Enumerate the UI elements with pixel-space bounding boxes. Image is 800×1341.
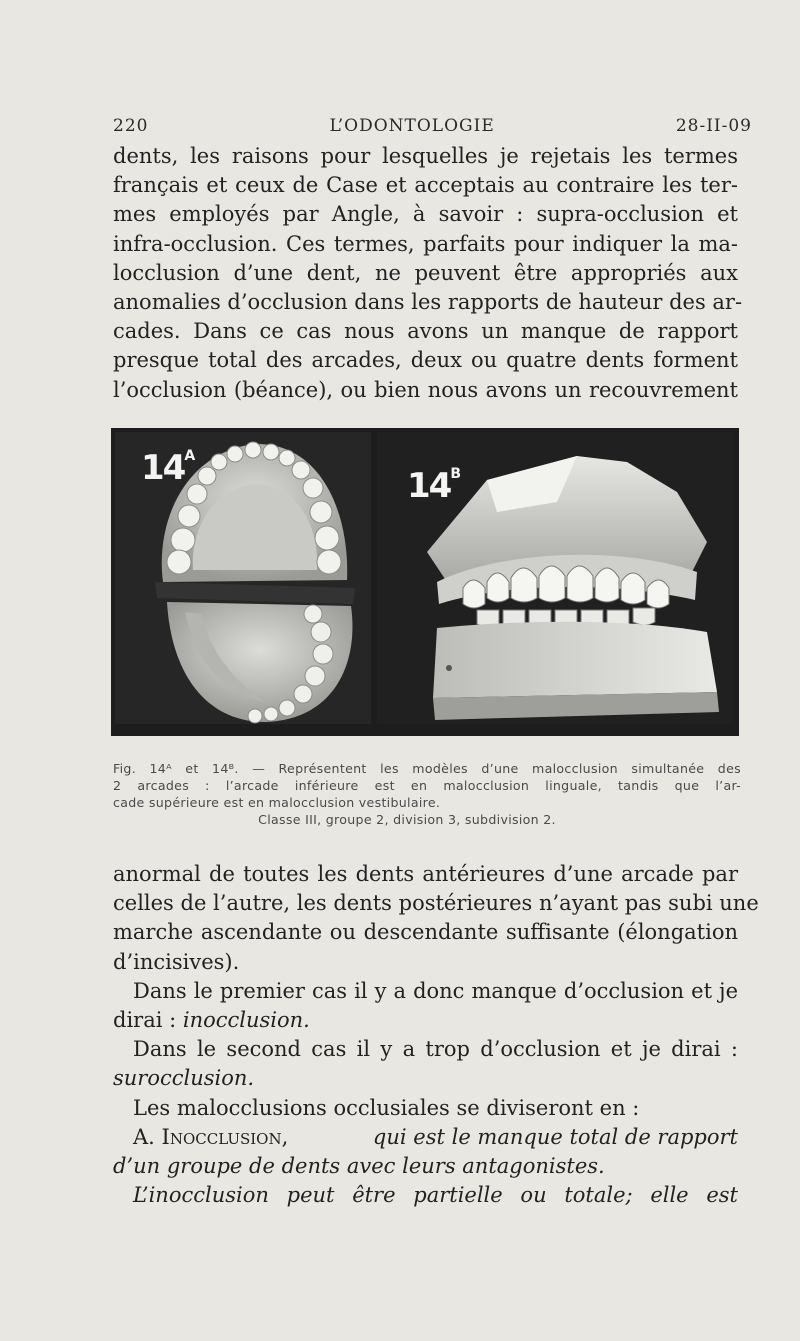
page-number: 220: [113, 116, 149, 136]
definition-text: qui est le manque total de rapport: [372, 1124, 738, 1149]
section-letter: A.: [133, 1124, 162, 1149]
text-line: l’occlusion (béance), ou bien nous avons un recouvrement: [113, 377, 738, 402]
figure-dental-models: [111, 428, 739, 736]
caption-line: 2 arcades : l’arcade inférieure est en malocclusion linguale, tandis que l’ar-: [113, 778, 741, 793]
caption-line: Fig. 14ᴬ et 14ᴮ. — Représentent les modèles d’une malocclusion simultanée des: [113, 761, 741, 776]
caption-classification: Classe III, groupe 2, division 3, subdivision 2.: [258, 812, 556, 827]
text-line: anormal de toutes les dents antérieures d’une arcade par: [113, 862, 738, 886]
running-header: [113, 116, 752, 136]
figure-label-14a: $14^A$: [141, 448, 196, 488]
text-line: mes employés par Angle, à savoir : supra-occlusion et: [113, 202, 738, 227]
text-line: français et ceux de Case et acceptais au contraire les ter-: [113, 173, 738, 198]
figure-label-14b: $14^B$: [407, 466, 461, 506]
photo-14b: [377, 432, 733, 724]
journal-title: L’ODONTOLOGIE: [329, 116, 495, 136]
definition-text: d’un groupe de dents avec leurs antagonistes.: [113, 1154, 605, 1179]
text-line: infra-occlusion. Ces termes, parfaits pour indiquer la ma-: [113, 231, 738, 256]
text-line: celles de l’autre, les dents postérieures n’ayant pas subi une: [113, 891, 759, 916]
text-line: presque total des arcades, deux ou quatre dents forment: [113, 348, 738, 373]
text-line: Les malocclusions occlusiales se diviseront en :: [133, 1095, 640, 1120]
text-line: dents, les raisons pour lesquelles je rejetais les termes: [113, 144, 738, 168]
caption-line: cade supérieure est en malocclusion vestibulaire.: [113, 795, 441, 810]
text-line: cades. Dans ce cas nous avons un manque de rapport: [113, 319, 738, 344]
photo-14a: [115, 432, 371, 724]
text-line: Dans le second cas il y a trop d’occlusion et je dirai :: [133, 1037, 738, 1062]
term-inocclusion: inocclusion.: [182, 1008, 310, 1033]
definition-text: L’inocclusion peut être partielle ou totale; elle est: [133, 1183, 738, 1208]
text-line: anomalies d’occlusion dans les rapports de hauteur des ar-: [113, 290, 743, 315]
section-heading-inocclusion: Inocclusion,: [161, 1124, 289, 1149]
text-line: [113, 1123, 738, 1152]
text-line: [113, 1006, 738, 1035]
figure-caption: [113, 760, 741, 828]
paragraph-top: [113, 142, 743, 405]
text-line: Dans le premier cas il y a donc manque d’occlusion et je: [133, 978, 738, 1003]
text-line: d’incisives).: [113, 949, 240, 974]
issue-date: 28-II-09: [675, 116, 752, 136]
text-line: marche ascendante ou descendante suffisante (élongation: [113, 920, 738, 945]
term-surocclusion: surocclusion.: [113, 1066, 255, 1091]
text-fragment: dirai :: [113, 1008, 183, 1033]
paragraph-bottom: [113, 860, 759, 1210]
text-line: locclusion d’une dent, ne peuvent être appropriés aux: [113, 260, 738, 285]
